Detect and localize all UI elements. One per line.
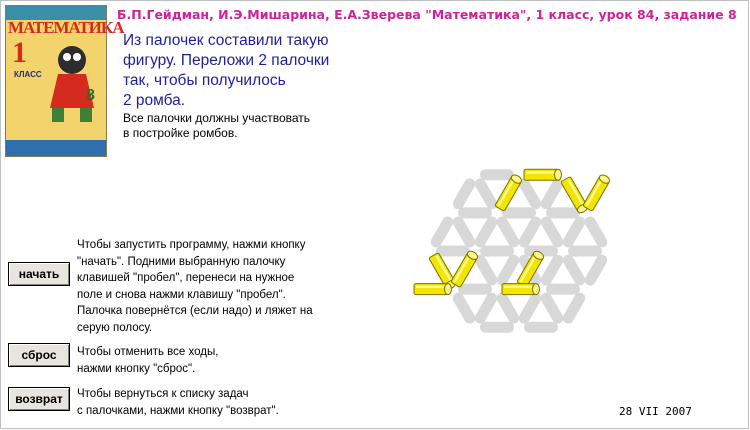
task-line: фигуру. Переложи 2 палочки bbox=[123, 52, 330, 69]
empty-slot bbox=[561, 214, 588, 249]
yellow-stick[interactable] bbox=[524, 169, 562, 180]
help-line: Чтобы запустить программу, нажми кнопку bbox=[77, 239, 306, 251]
reset-button[interactable]: сброс bbox=[8, 343, 70, 367]
return-button[interactable]: возврат bbox=[8, 387, 70, 411]
page-title: Б.П.Гейдман, И.Э.Мишарина, Е.А.Зверева "Математика", 1 класс, урок 84, задание 8 bbox=[117, 7, 737, 22]
help-line: поле и снова нажми клавишу "пробел". bbox=[77, 288, 286, 301]
help-line: Палочка повернётся (если надо) и ляжет на bbox=[77, 305, 313, 317]
help-line: клавишей "пробел", перенеси на нужное bbox=[77, 272, 295, 284]
empty-slot bbox=[539, 291, 566, 326]
start-button[interactable]: начать bbox=[8, 262, 70, 286]
help-line: с палочками, нажми кнопку "возврат". bbox=[77, 404, 279, 417]
help-line: Чтобы вернуться к списку задач bbox=[77, 388, 249, 400]
help-line: серую полосу. bbox=[77, 321, 153, 334]
empty-slot bbox=[546, 284, 580, 295]
empty-slot bbox=[495, 214, 522, 249]
empty-slot bbox=[451, 176, 478, 211]
empty-slot bbox=[458, 284, 492, 295]
svg-text:8: 8 bbox=[86, 87, 95, 104]
empty-slot bbox=[583, 253, 610, 288]
empty-slot bbox=[429, 214, 456, 249]
empty-slot bbox=[480, 169, 514, 180]
empty-slot bbox=[473, 291, 500, 326]
task-line: так, чтобы получилось bbox=[123, 72, 286, 89]
empty-slot bbox=[451, 291, 478, 326]
empty-slot bbox=[502, 207, 536, 218]
empty-slot bbox=[480, 246, 514, 257]
empty-slot bbox=[539, 214, 566, 249]
empty-slot bbox=[583, 214, 610, 249]
yellow-stick[interactable] bbox=[414, 284, 452, 295]
task-line: Из палочек составили такую bbox=[123, 32, 329, 49]
empty-slot bbox=[451, 214, 478, 249]
cover-title: МАТЕМАТИКА bbox=[8, 18, 124, 37]
cover-class-label: КЛАСС bbox=[14, 70, 42, 79]
empty-slot bbox=[495, 291, 522, 326]
reset-help-text bbox=[77, 344, 218, 377]
empty-slot bbox=[458, 207, 492, 218]
empty-slot bbox=[568, 246, 602, 257]
empty-slot bbox=[517, 291, 544, 326]
empty-slot bbox=[436, 246, 470, 257]
empty-slot bbox=[517, 214, 544, 249]
empty-slot bbox=[524, 322, 558, 333]
empty-slot bbox=[473, 214, 500, 249]
start-help-text bbox=[77, 237, 313, 336]
empty-slot bbox=[546, 207, 580, 218]
empty-slot bbox=[561, 291, 588, 326]
task-line: 2 ромба. bbox=[123, 92, 186, 109]
yellow-stick[interactable] bbox=[583, 173, 611, 211]
help-line: Чтобы отменить все ходы, bbox=[77, 346, 219, 358]
date-label: 28 VII 2007 bbox=[619, 405, 692, 418]
cover-grade-number: 1 bbox=[12, 36, 27, 69]
empty-slot bbox=[480, 322, 514, 333]
help-line: нажми кнопку "сброс". bbox=[77, 362, 196, 375]
yellow-stick[interactable] bbox=[502, 284, 540, 295]
return-help-text bbox=[77, 386, 279, 419]
empty-slot bbox=[561, 253, 588, 288]
task-note-line: Все палочки должны участвовать bbox=[123, 111, 311, 125]
task-note-line: в постройке ромбов. bbox=[123, 126, 238, 140]
help-line: "начать". Подними выбранную палочку bbox=[77, 255, 286, 268]
